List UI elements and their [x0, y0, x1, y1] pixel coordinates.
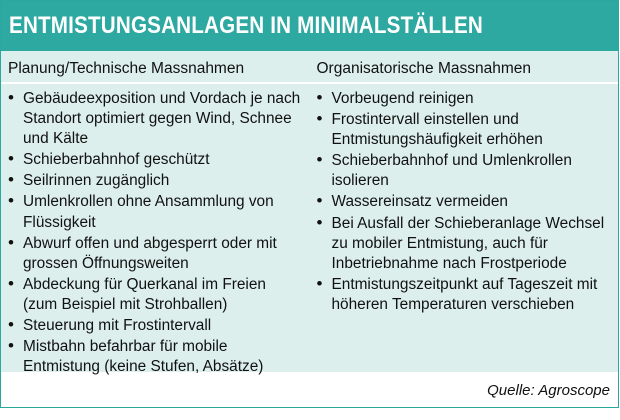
table-header-row [1, 51, 618, 84]
list-item: • Steuerung mit Frostintervall [8, 315, 304, 336]
page-title: ENTMISTUNGSANLAGEN IN MINIMALSTÄLLEN [9, 12, 484, 39]
title-bar [1, 1, 618, 51]
list-item: • Gebäudeexposition und Vordach je nach Standort optimiert gegen Wind, Schnee und Kälte [8, 88, 304, 149]
body-cell-right [310, 84, 619, 372]
list-item: • Entmistungszeitpunkt auf Tageszeit mit höheren Temperaturen verschieben [317, 274, 613, 315]
list-item: • Frostintervall einstellen und Entmistungshäufigkeit erhöhen [317, 109, 613, 150]
source-credit: Quelle: Agroscope [487, 382, 610, 399]
list-organisational [317, 84, 613, 315]
list-item: • Bei Ausfall der Schieberanlage Wechsel zu mobiler Entmistung, auch für Inbetriebnahme nach Frostperiode [317, 213, 613, 274]
list-item: • Umlenkrollen ohne Ansammlung von Flüssigkeit [8, 191, 304, 232]
list-item: • Mistbahn befahrbar für mobile Entmistung (keine Stufen, Absätze) [8, 336, 304, 377]
column-header-organisational: Organisatorische Massnahmen [316, 60, 532, 77]
list-item: • Seilrinnen zugänglich [8, 170, 304, 191]
header-cell-right [310, 51, 619, 82]
list-item: • Schieberbahnhof und Umlenkrollen isolieren [317, 150, 613, 191]
header-cell-left [1, 51, 310, 82]
list-technical [8, 84, 304, 377]
column-header-technical: Planung/Technische Massnahmen [8, 60, 245, 77]
list-item: • Wassereinsatz vermeiden [317, 191, 613, 212]
list-item: • Schieberbahnhof geschützt [8, 149, 304, 170]
table-body-row [1, 84, 618, 376]
list-item: • Vorbeugend reinigen [317, 88, 613, 109]
list-item: • Abwurf offen und abgesperrt oder mit grossen Öffnungsweiten [8, 233, 304, 274]
body-cell-left [1, 84, 310, 376]
list-item: • Abdeckung für Querkanal im Freien (zum Beispiel mit Strohballen) [8, 274, 304, 315]
